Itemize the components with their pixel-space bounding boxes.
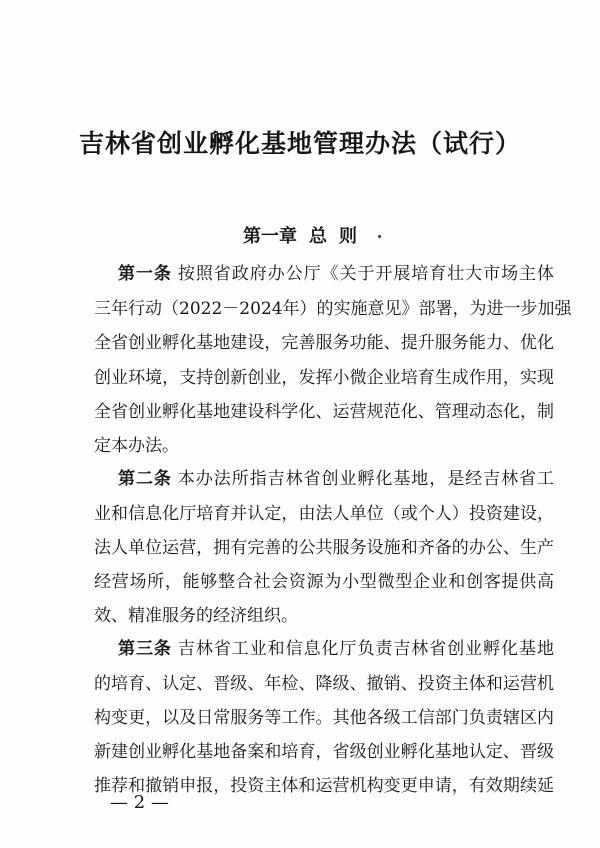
article-1-line-5: 全省创业孵化基地建设科学化、运营规范化、管理动态化，制 — [94, 402, 554, 422]
article-2-line-4: 经营场所，能够整合社会资源为小型微型企业和创客提供高 — [94, 572, 554, 592]
article-1-line-1 — [118, 257, 554, 291]
document-title: 吉林省创业孵化基地管理办法（试行） — [78, 129, 521, 158]
article-2-head: 第二条 — [118, 469, 172, 489]
article-2-line-3: 法人单位运营，拥有完善的公共服务设施和齐备的办公、生产 — [94, 538, 554, 558]
article-3-head: 第三条 — [118, 639, 172, 659]
article-3-line-4: 新建创业孵化基地备案和培育，省级创业孵化基地认定、晋级 — [94, 742, 554, 762]
article-3-line-1 — [118, 632, 554, 666]
chapter-word-1: 总 — [309, 226, 327, 247]
scan-dot-mark — [378, 235, 381, 238]
article-2-line-1 — [118, 462, 554, 496]
article-1-line-2: 三年行动（2022－2024年）的实施意见》部署，为进一步加强 — [94, 299, 572, 319]
chapter-heading — [0, 222, 600, 252]
article-2-line-2: 业和信息化厅培育并认定，由法人单位（或个人）投资建设， — [94, 504, 554, 524]
article-3-line-2: 的培育、认定、晋级、年检、降级、撤销、投资主体和运营机 — [94, 674, 554, 694]
chapter-word-2: 则 — [339, 226, 357, 247]
page-number: — 2 — — [110, 792, 169, 813]
article-3-text-1: 吉林省工业和信息化厅负责吉林省创业孵化基地 — [177, 639, 555, 659]
article-1-line-6: 定本办法。 — [94, 436, 179, 456]
article-2-text-1: 本办法所指吉林省创业孵化基地，是经吉林省工 — [177, 469, 555, 489]
chapter-number: 第一章 — [243, 226, 297, 247]
article-2-line-5: 效、精准服务的经济组织。 — [94, 606, 298, 626]
article-3-line-3: 构变更，以及日常服务等工作。其他各级工信部门负责辖区内 — [94, 708, 554, 728]
article-1-line-4: 创业环境，支持创新创业，发挥小微企业培育生成作用，实现 — [94, 368, 554, 388]
article-3-line-5: 推荐和撤销申报，投资主体和运营机构变更申请，有效期续延 — [94, 776, 554, 796]
article-1-head: 第一条 — [118, 264, 172, 284]
article-1-text-1: 按照省政府办公厅《关于开展培育壮大市场主体 — [177, 264, 555, 284]
article-1-line-3: 全省创业孵化基地建设，完善服务功能、提升服务能力、优化 — [94, 333, 554, 353]
